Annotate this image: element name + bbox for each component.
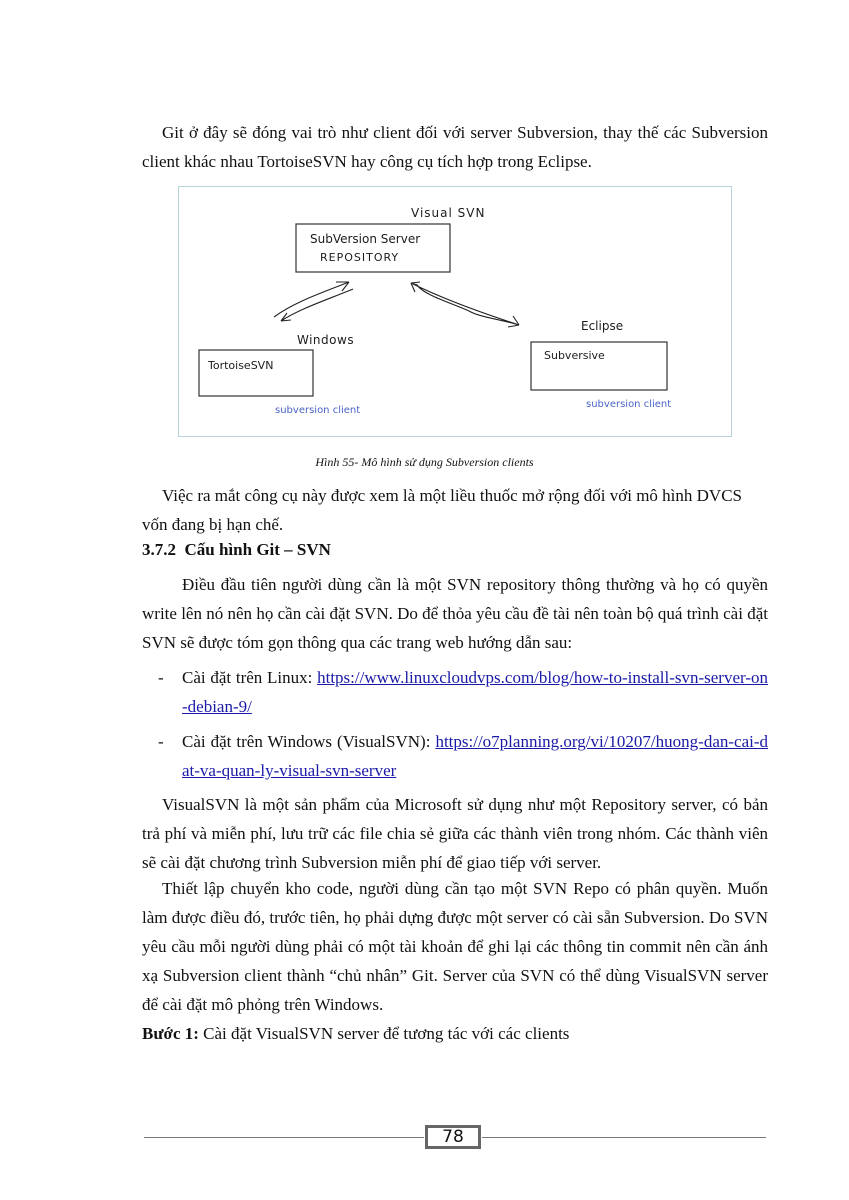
section-title: Cấu hình Git – SVN [184,540,331,559]
setup-paragraph: Thiết lập chuyển kho code, người dùng cần tạo một SVN Repo có phân quyền. Muốn làm được điều đó, trước tiên, họ phải dựng được một server có cài sẵn Subversion. Do SVN yêu cầu mỗi người dùng phải có một tài khoản để ghi lại các thông tin commit nên cần ánh xạ Subversion client thành “chủ nhân” Git. Server của SVN có thể dùng VisualSVN server để cài đặt mô phỏng trên Windows. [142,879,768,1014]
windows-label: Windows [297,333,355,347]
arrow-tortoise-to-server [281,289,353,321]
linux-guide-link[interactable]: https://www.linuxcloudvps.com/blog/how-to-install-svn-server-on-debian-9/ [182,668,768,716]
page-number: 78 [425,1125,481,1149]
first-need-paragraph: Điều đầu tiên người dùng cần là một SVN repository thông thường và họ có quyền write lên nó nên họ cần cài đặt SVN. Do để thỏa yêu cầu đề tài nên toàn bộ quá trình cài đặt SVN sẽ được tóm gọn thông qua các trang web hướng dẫn sau: [142,575,768,652]
footer-rule-right [482,1137,766,1138]
bullet-linux [158,663,768,721]
arrow-server-to-tortoise [274,282,349,317]
bullet-linux-label: Cài đặt trên Linux: [182,668,318,687]
section-heading [142,538,331,562]
bullet-windows [158,727,768,785]
eclipse-label: Eclipse [581,319,624,333]
bullet-dash: - [158,732,164,751]
server-title: SubVersion Server [310,232,421,246]
windows-guide-link[interactable]: https://o7planning.org/vi/10207/huong-dan-cai-dat-va-quan-ly-visual-svn-server [182,732,768,780]
tortoise-box [199,350,313,396]
visualsvn-paragraph: VisualSVN là một sản phẩm của Microsoft sử dụng như một Repository server, có bản trả phí và miễn phí, lưu trữ các file chia sẻ giữa các thành viên trong nhóm. Các thành viên sẽ cài đặt chương trình Subversion miễn phí để giao tiếp với server. [142,795,768,872]
left-client-label: subversion client [275,405,361,416]
bullet-windows-label: Cài đặt trên Windows (VisualSVN): [182,732,436,751]
tortoise-label: TortoiseSVN [208,359,274,372]
visual-svn-label: Visual SVN [411,206,486,220]
right-client-label: subversion client [586,399,672,410]
dvcs-paragraph: Việc ra mắt công cụ này được xem là một liều thuốc mở rộng đối với mô hình DVCS vốn đang bị hạn chế. [142,486,743,534]
section-number: 3.7.2 [142,540,176,559]
server-repository: REPOSITORY [320,251,400,264]
step1-label: Bước 1: [142,1024,199,1043]
arrow-heads-right [411,282,519,327]
subversive-label: Subversive [544,349,605,362]
bullet-dash: - [158,668,164,687]
figure-caption: Hình 55- Mô hình sử dụng Subversion clients [315,455,534,469]
step1-line [142,1019,768,1048]
footer-rule-left [144,1137,424,1138]
step1-text: Cài đặt VisualSVN server để tương tác với các clients [198,1024,570,1043]
diagram-canvas [179,187,731,436]
intro-paragraph: Git ở đây sẽ đóng vai trò như client đối với server Subversion, thay thế các Subversion client khác nhau TortoiseSVN hay công cụ tích hợp trong Eclipse. [142,123,768,171]
arrow-server-to-subversive [411,283,519,325]
subversion-clients-diagram [178,186,732,437]
